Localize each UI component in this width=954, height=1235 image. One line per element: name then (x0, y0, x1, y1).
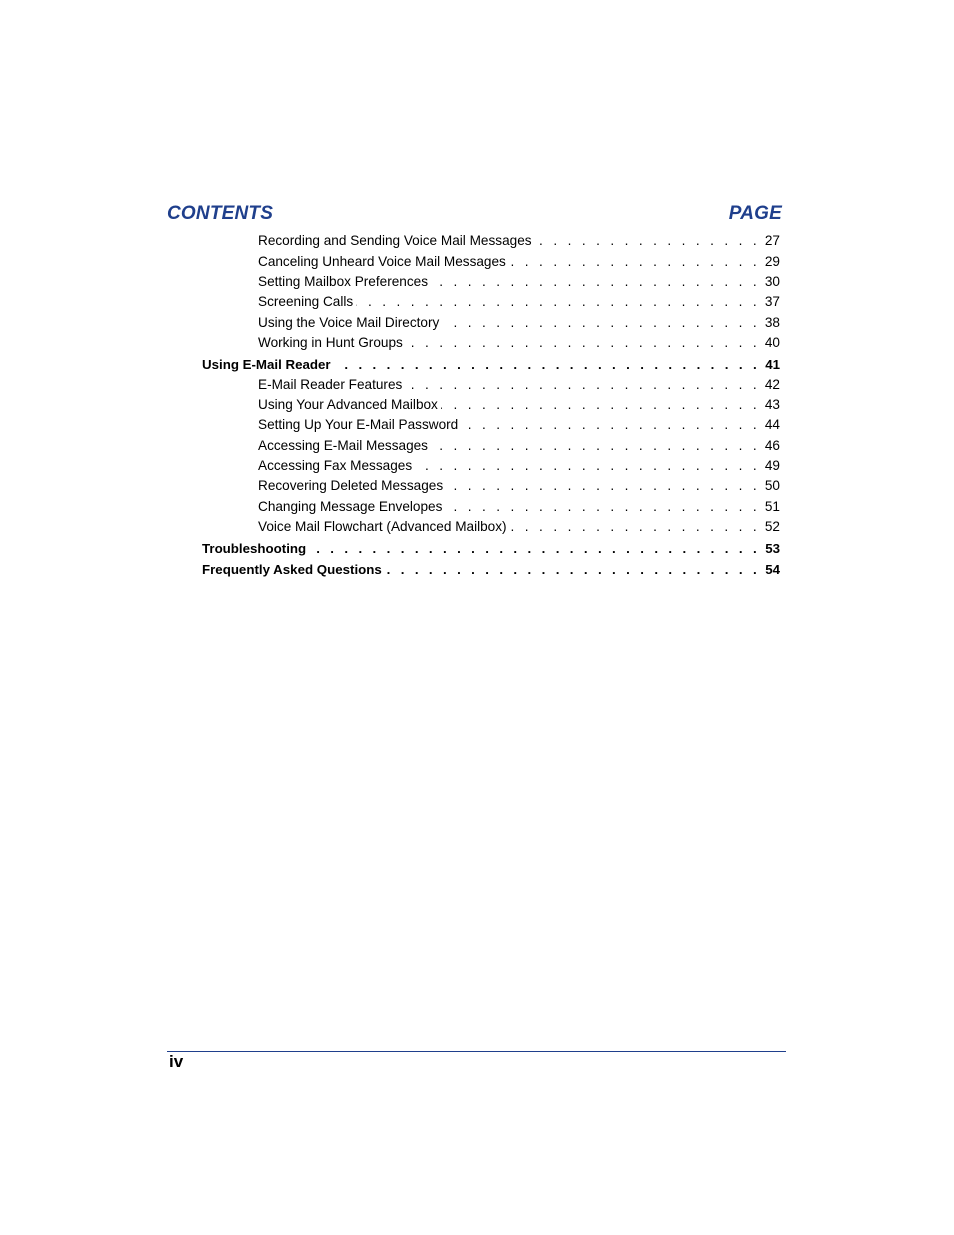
toc-entry-page: 29 (764, 254, 780, 269)
toc-subsection-entry[interactable] (258, 334, 780, 352)
toc-subsection-entry[interactable] (258, 498, 780, 516)
toc-entry-title: Accessing Fax Messages (258, 458, 413, 473)
toc-subsection-entry[interactable] (258, 232, 780, 250)
toc-leader-dots (510, 518, 760, 536)
toc-entry-title: Accessing E-Mail Messages (258, 438, 428, 453)
toc-entry-page: 42 (764, 377, 780, 392)
toc-leader-dots (445, 498, 760, 516)
toc-entry-page: 54 (765, 562, 780, 577)
toc-leader-dots (431, 437, 760, 455)
toc-leader-dots (442, 314, 760, 332)
page-heading: PAGE (728, 203, 782, 224)
toc-entry-title: Canceling Unheard Voice Mail Messages (258, 254, 506, 269)
toc-entry-page: 43 (764, 397, 780, 412)
toc-entry-page: 46 (764, 438, 780, 453)
toc-entry-page: 37 (764, 294, 780, 309)
toc-entry-title: Recovering Deleted Messages (258, 478, 444, 493)
toc-entry-page: 50 (764, 478, 780, 493)
toc-leader-dots (461, 416, 760, 434)
toc-leader-dots (509, 253, 760, 271)
toc-entry-page: 41 (765, 357, 780, 372)
toc-leader-dots (385, 561, 760, 579)
toc-entry-title: Changing Message Envelopes (258, 499, 443, 514)
toc-entry-title: Frequently Asked Questions (202, 562, 382, 577)
toc-leader-dots (309, 540, 760, 558)
toc-entry-title: Setting Mailbox Preferences (258, 274, 429, 289)
toc-entry-page: 40 (764, 335, 780, 350)
toc-subsection-entry[interactable] (258, 396, 780, 414)
toc-entry-title: Using E-Mail Reader (202, 357, 331, 372)
toc-section-entry[interactable] (202, 356, 780, 374)
toc-leader-dots (406, 334, 760, 352)
toc-entry-title: Using Your Advanced Mailbox (258, 397, 438, 412)
toc-entry-title: Recording and Sending Voice Mail Messages (258, 233, 532, 248)
toc-leader-dots (415, 457, 760, 475)
toc-entry-title: Screening Calls (258, 294, 354, 309)
toc-entry-page: 49 (764, 458, 780, 473)
toc-subsection-entry[interactable] (258, 437, 780, 455)
toc-leader-dots (334, 356, 760, 374)
toc-entry-title: Setting Up Your E-Mail Password (258, 417, 459, 432)
toc-entry-title: Troubleshooting (202, 541, 307, 556)
toc-entry-page: 38 (764, 315, 780, 330)
toc-subsection-entry[interactable] (258, 273, 780, 291)
toc-entry-title: E-Mail Reader Features (258, 377, 403, 392)
footer-rule (167, 1051, 786, 1052)
toc-section-entry[interactable] (202, 540, 780, 558)
toc-subsection-entry[interactable] (258, 314, 780, 332)
toc-subsection-entry[interactable] (258, 416, 780, 434)
toc-entry-title: Voice Mail Flowchart (Advanced Mailbox) (258, 519, 507, 534)
toc-leader-dots (405, 376, 760, 394)
toc-subsection-entry[interactable] (258, 253, 780, 271)
page-number: iv (169, 1052, 184, 1071)
toc-header (167, 203, 782, 225)
toc-leader-dots (356, 293, 760, 311)
toc-entry-page: 52 (764, 519, 780, 534)
toc-entry-title: Using the Voice Mail Directory (258, 315, 440, 330)
toc-entry-page: 53 (765, 541, 780, 556)
toc-subsection-entry[interactable] (258, 457, 780, 475)
toc-subsection-entry[interactable] (258, 518, 780, 536)
toc-subsection-entry[interactable] (258, 376, 780, 394)
toc-subsection-entry[interactable] (258, 293, 780, 311)
toc-leader-dots (535, 232, 760, 250)
toc-section-entry[interactable] (202, 561, 780, 579)
toc-entry-page: 30 (764, 274, 780, 289)
toc-entry-page: 27 (764, 233, 780, 248)
toc-subsection-entry[interactable] (258, 477, 780, 495)
toc-entry-page: 44 (764, 417, 780, 432)
contents-heading: CONTENTS (167, 203, 274, 224)
toc-leader-dots (431, 273, 760, 291)
toc-entry-page: 51 (764, 499, 780, 514)
toc-entry-title: Working in Hunt Groups (258, 335, 403, 350)
toc-leader-dots (441, 396, 760, 414)
toc-leader-dots (446, 477, 760, 495)
